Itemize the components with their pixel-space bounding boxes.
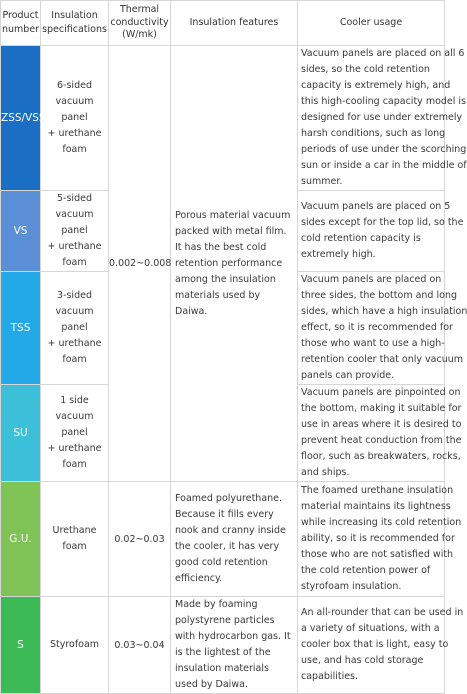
cooler-usage-line: those who want to use a high-: [301, 338, 445, 349]
cooler-usage-line: prevent heat conduction from the: [301, 435, 462, 446]
table-row: [1, 46, 445, 191]
cooler-usage-line: while increasing its cold retention: [301, 517, 462, 528]
cooler-usage-line: sides, so the cold retention: [301, 64, 430, 75]
cooler-usage-line: harsh conditions, such as long: [301, 128, 446, 139]
header-insulation-specifications: Insulation specifications: [41, 1, 109, 46]
header-insulation-features: Insulation features: [171, 1, 298, 46]
cooler-usage-line: The foamed urethane insulation: [301, 485, 454, 496]
cooler-usage-line: and ships.: [301, 467, 350, 478]
product-number-cell: TSS: [1, 272, 41, 385]
insulation-spec-cell: 1 side vacuum panel + urethane foam: [41, 385, 109, 482]
cooler-usage-line: summer.: [301, 176, 343, 187]
cooler-usage-line: sides, which have a high insulation: [301, 306, 467, 317]
cooler-usage-line: styrofoam insulation.: [301, 581, 402, 592]
cooler-usage-line: use, and has cold storage: [301, 655, 424, 666]
header-thermal-conductivity: Thermal conductivity (W/mk): [109, 1, 171, 46]
insulation-spec-cell: 3-sided vacuum panel + urethane foam: [41, 272, 109, 385]
thermal-conductivity-cell: 0.03~0.04: [109, 597, 171, 694]
table-row: [1, 482, 445, 597]
table-row: [1, 597, 445, 694]
cooler-usage-line: material maintains its lightness: [301, 501, 451, 512]
cooler-usage-line: sides except for the top lid, so the: [301, 217, 464, 228]
thermal-conductivity-cell: 0.02~0.03: [109, 482, 171, 597]
product-number-cell: ZSS/VSS: [1, 46, 41, 191]
cooler-usage-line: ability, so it is recommended for: [301, 533, 455, 544]
cooler-usage-line: the bottom, making it suitable for: [301, 403, 462, 414]
insulation-features-cell: Porous material vacuum packed with metal film. It has the best cold retention performance among the insulation materials used by Daiwa.: [171, 46, 298, 482]
cooler-usage-line: use in areas where it is desired to: [301, 419, 462, 430]
cooler-usage-line: retention cooler that only vacuum: [301, 354, 463, 365]
insulation-features-cell: Made by foaming polystyrene particles with hydrocarbon gas. It is the lightest of the insulation materials used by Daiwa.: [171, 597, 298, 694]
product-number-cell: SU: [1, 385, 41, 482]
cooler-usage-line: capacity is extremely high, and: [301, 80, 451, 91]
cooler-usage-line: Vacuum panels are placed on all 6: [301, 48, 465, 59]
product-number-cell: G.U.: [1, 482, 41, 597]
product-number-cell: VS: [1, 191, 41, 272]
cooler-usage-line: Vacuum panels are pinpointed on: [301, 387, 461, 398]
cooler-usage-line: extremely high.: [301, 249, 376, 260]
insulation-spec-cell: Urethane foam: [41, 482, 109, 597]
cooler-usage-line: sun or inside a car in the middle of: [301, 160, 467, 171]
cooler-usage-line: three sides, the bottom and long: [301, 290, 457, 301]
cooler-usage-line: Vacuum panels are placed on 5: [301, 201, 451, 212]
header-row: [1, 1, 445, 46]
header-cooler-usage: Cooler usage: [298, 1, 445, 46]
cooler-usage-line: those who are not satisfied with: [301, 549, 454, 560]
thermal-conductivity-cell: 0.002~0.008: [109, 46, 171, 482]
cooler-usage-cell: [298, 385, 462, 482]
cooler-usage-cell: [298, 597, 464, 694]
cooler-usage-line: periods of use under the scorching: [301, 144, 467, 155]
cooler-usage-line: a variety of situations, with a: [301, 623, 440, 634]
cooler-usage-line: effect, so it is recommended for: [301, 322, 453, 333]
cooler-usage-line: cooler box that is light, easy to: [301, 639, 449, 650]
cooler-usage-line: An all-rounder that can be used in: [301, 607, 464, 618]
cooler-usage-line: panels can provide.: [301, 370, 395, 381]
cooler-usage-cell: [298, 272, 467, 385]
cooler-usage-line: the cold retention power of: [301, 565, 431, 576]
cooler-usage-line: capabilities.: [301, 671, 359, 682]
cooler-usage-cell: [298, 482, 462, 597]
insulation-spec-cell: 5-sided vacuum panel + urethane foam: [41, 191, 109, 272]
cooler-usage-cell: [298, 46, 467, 191]
insulation-spec-cell: Styrofoam: [41, 597, 109, 694]
cooler-usage-line: Vacuum panels are placed on: [301, 274, 442, 285]
insulation-features-cell: Foamed polyurethane. Because it fills every nook and cranny inside the cooler, it has very good cold retention efficiency.: [171, 482, 298, 597]
cooler-usage-line: designed for use under extremely: [301, 112, 463, 123]
header-product-number: Product number: [1, 1, 41, 46]
cooler-usage-line: floor, such as breakwaters, rocks,: [301, 451, 461, 462]
insulation-spec-cell: 6-sided vacuum panel + urethane foam: [41, 46, 109, 191]
product-number-cell: S: [1, 597, 41, 694]
cooler-usage-line: cold retention capacity is: [301, 233, 421, 244]
cooler-usage-cell: [298, 191, 464, 272]
cooler-usage-line: this high-cooling capacity model is: [301, 96, 467, 107]
